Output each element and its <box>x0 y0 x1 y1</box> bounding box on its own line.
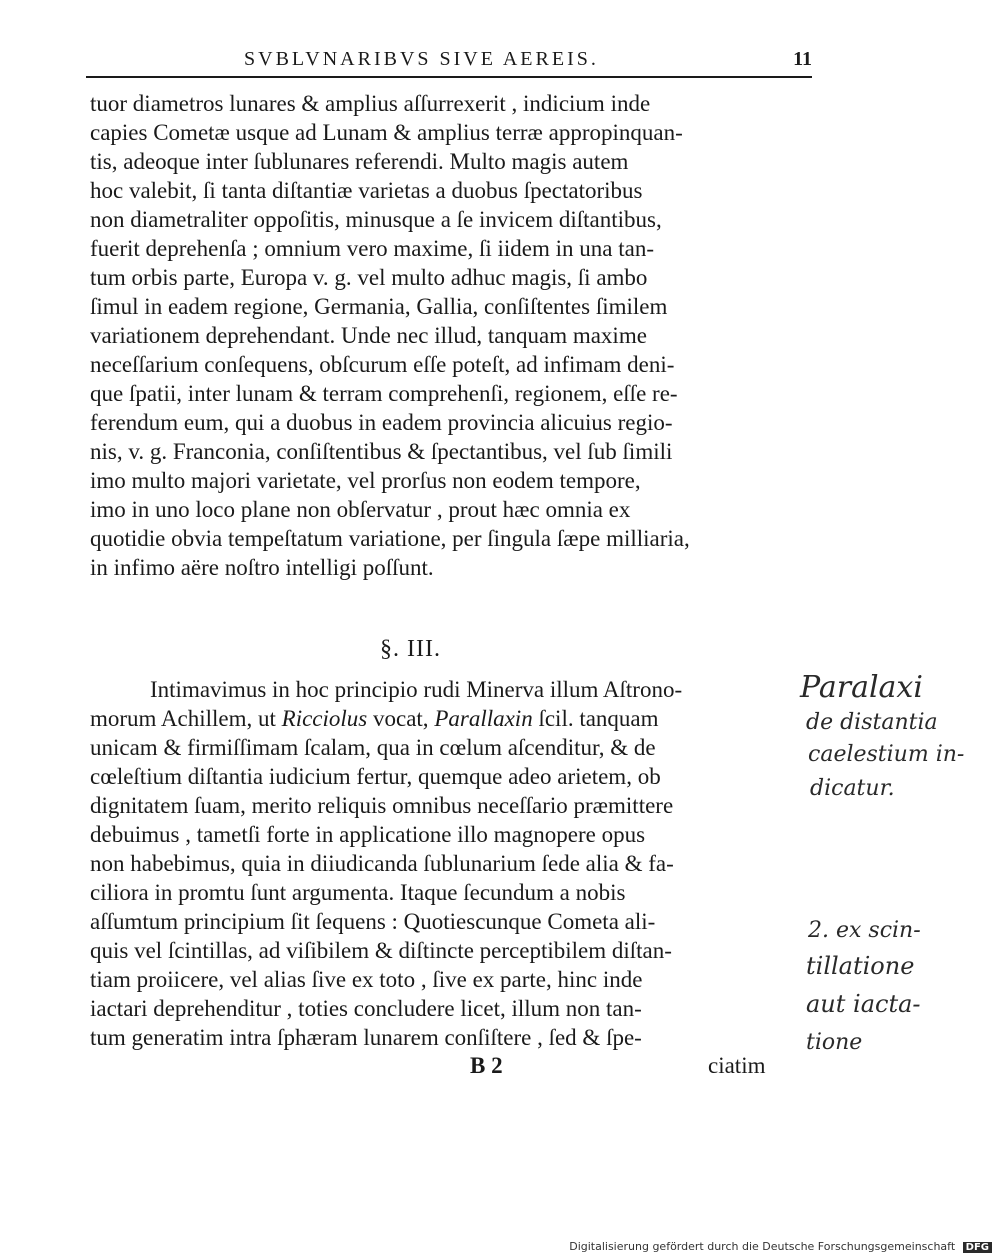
running-title: SVBLVNARIBVS SIVE AEREIS. <box>244 48 599 70</box>
text-line: aſſumtum principium ſit ſequens : Quotiescunque Cometa ali- <box>90 909 656 934</box>
text-line: tiam proiicere, vel alias ſive ex toto , ſive ex parte, hinc inde <box>90 967 643 992</box>
section-heading: §. III. <box>380 636 441 662</box>
signature-mark: B 2 <box>470 1053 503 1078</box>
text-line: cœleſtium diſtantia iudicium fertur, quemque adeo arietem, ob <box>90 764 661 789</box>
text-line: quis vel ſcintillas, ad viſibilem & diſtincte perceptibilem diſtan- <box>90 938 672 963</box>
header-rule <box>86 76 812 78</box>
handwritten-note-line: de distantia <box>806 710 938 735</box>
handwritten-note-line: caelestium in- <box>808 742 965 767</box>
text-line: Intimavimus in hoc principio rudi Minerva illum Aſtrono- <box>150 677 683 702</box>
text-line: hoc valebit, ſi tanta diſtantiæ varietas a duobus ſpectatoribus <box>90 178 643 203</box>
text-line: iactari deprehenditur , toties concludere licet, illum non tan- <box>90 996 642 1021</box>
text-run: morum Achillem, ut <box>90 706 282 731</box>
page-number: 11 <box>793 48 812 70</box>
text-line: capies Cometæ usque ad Lunam & amplius terræ appropinquan- <box>90 120 683 145</box>
text-line: fuerit deprehenſa ; omnium vero maxime, ſi iidem in una tan- <box>90 236 654 261</box>
text-line: tis, adeoque inter ſublunares referendi. Multo magis autem <box>90 149 629 174</box>
text-line: nis, v. g. Franconia, conſiſtentibus & ſpectantibus, vel ſub ſimili <box>90 439 673 464</box>
handwritten-note-line: dicatur. <box>810 776 895 801</box>
dfg-logo: DFG <box>963 1242 992 1253</box>
text-line: ferendum eum, qui a duobus in eadem provincia alicuius regio- <box>90 410 673 435</box>
text-line: que ſpatii, inter lunam & terram comprehenſi, regionem, eſſe re- <box>90 381 678 406</box>
text-line: debuimus , tametſi forte in applicatione illo magnopere opus <box>90 822 646 847</box>
handwritten-note-line: tione <box>806 1030 863 1055</box>
text-line: non habebimus, quia in diiudicanda ſublunarium ſede alia & fa- <box>90 851 674 876</box>
text-line: non diametraliter oppoſitis, minusque a ſe invicem diſtantibus, <box>90 207 662 232</box>
italic-name: Ricciolus <box>281 706 368 731</box>
handwritten-note-line: tillatione <box>806 952 915 980</box>
text-run: vocat, <box>367 706 435 731</box>
text-line: ſimul in eadem regione, Germania, Gallia, conſiſtentes ſimilem <box>90 294 668 319</box>
text-line: in infimo aëre noſtro intelligi poſſunt. <box>90 555 434 580</box>
text-line: tum orbis parte, Europa v. g. vel multo adhuc magis, ſi ambo <box>90 265 648 290</box>
text-line: imo in uno loco plane non obſervatur , prout hæc omnia ex <box>90 497 631 522</box>
handwritten-note-line: 2. ex scin- <box>808 918 921 943</box>
italic-name: Parallaxin <box>434 706 533 731</box>
credit-text: Digitalisierung gefördert durch die Deutsche Forschungsgemeinschaft <box>569 1240 956 1253</box>
handwritten-note-line: aut iacta- <box>806 990 921 1018</box>
text-line <box>90 705 659 733</box>
running-header <box>86 48 812 74</box>
catchword: ciatim <box>708 1053 766 1078</box>
digitization-credit <box>569 1240 992 1253</box>
text-line: tum generatim intra ſphæram lunarem conſiſtere , ſed & ſpe- <box>90 1025 642 1050</box>
text-line: tuor diametros lunares & amplius aſſurrexerit , indicium inde <box>90 91 651 116</box>
text-line: imo multo majori varietate, vel prorſus non eodem tempore, <box>90 468 641 493</box>
text-line: quotidie obvia tempeſtatum variatione, per ſingula ſæpe milliaria, <box>90 526 690 551</box>
text-line: dignitatem ſuam, merito reliquis omnibus neceſſario præmittere <box>90 793 674 818</box>
text-line: variationem deprehendant. Unde nec illud, tanquam maxime <box>90 323 647 348</box>
text-line: neceſſarium conſequens, obſcurum eſſe poteſt, ad infimam deni- <box>90 352 675 377</box>
text-line: unicam & firmiſſimam ſcalam, qua in cœlum aſcenditur, & de <box>90 735 656 760</box>
text-line: ciliora in promtu ſunt argumenta. Itaque ſecundum a nobis <box>90 880 626 905</box>
text-run: ſcil. tanquam <box>532 706 659 731</box>
handwritten-note-line: Paralaxi <box>800 670 923 705</box>
